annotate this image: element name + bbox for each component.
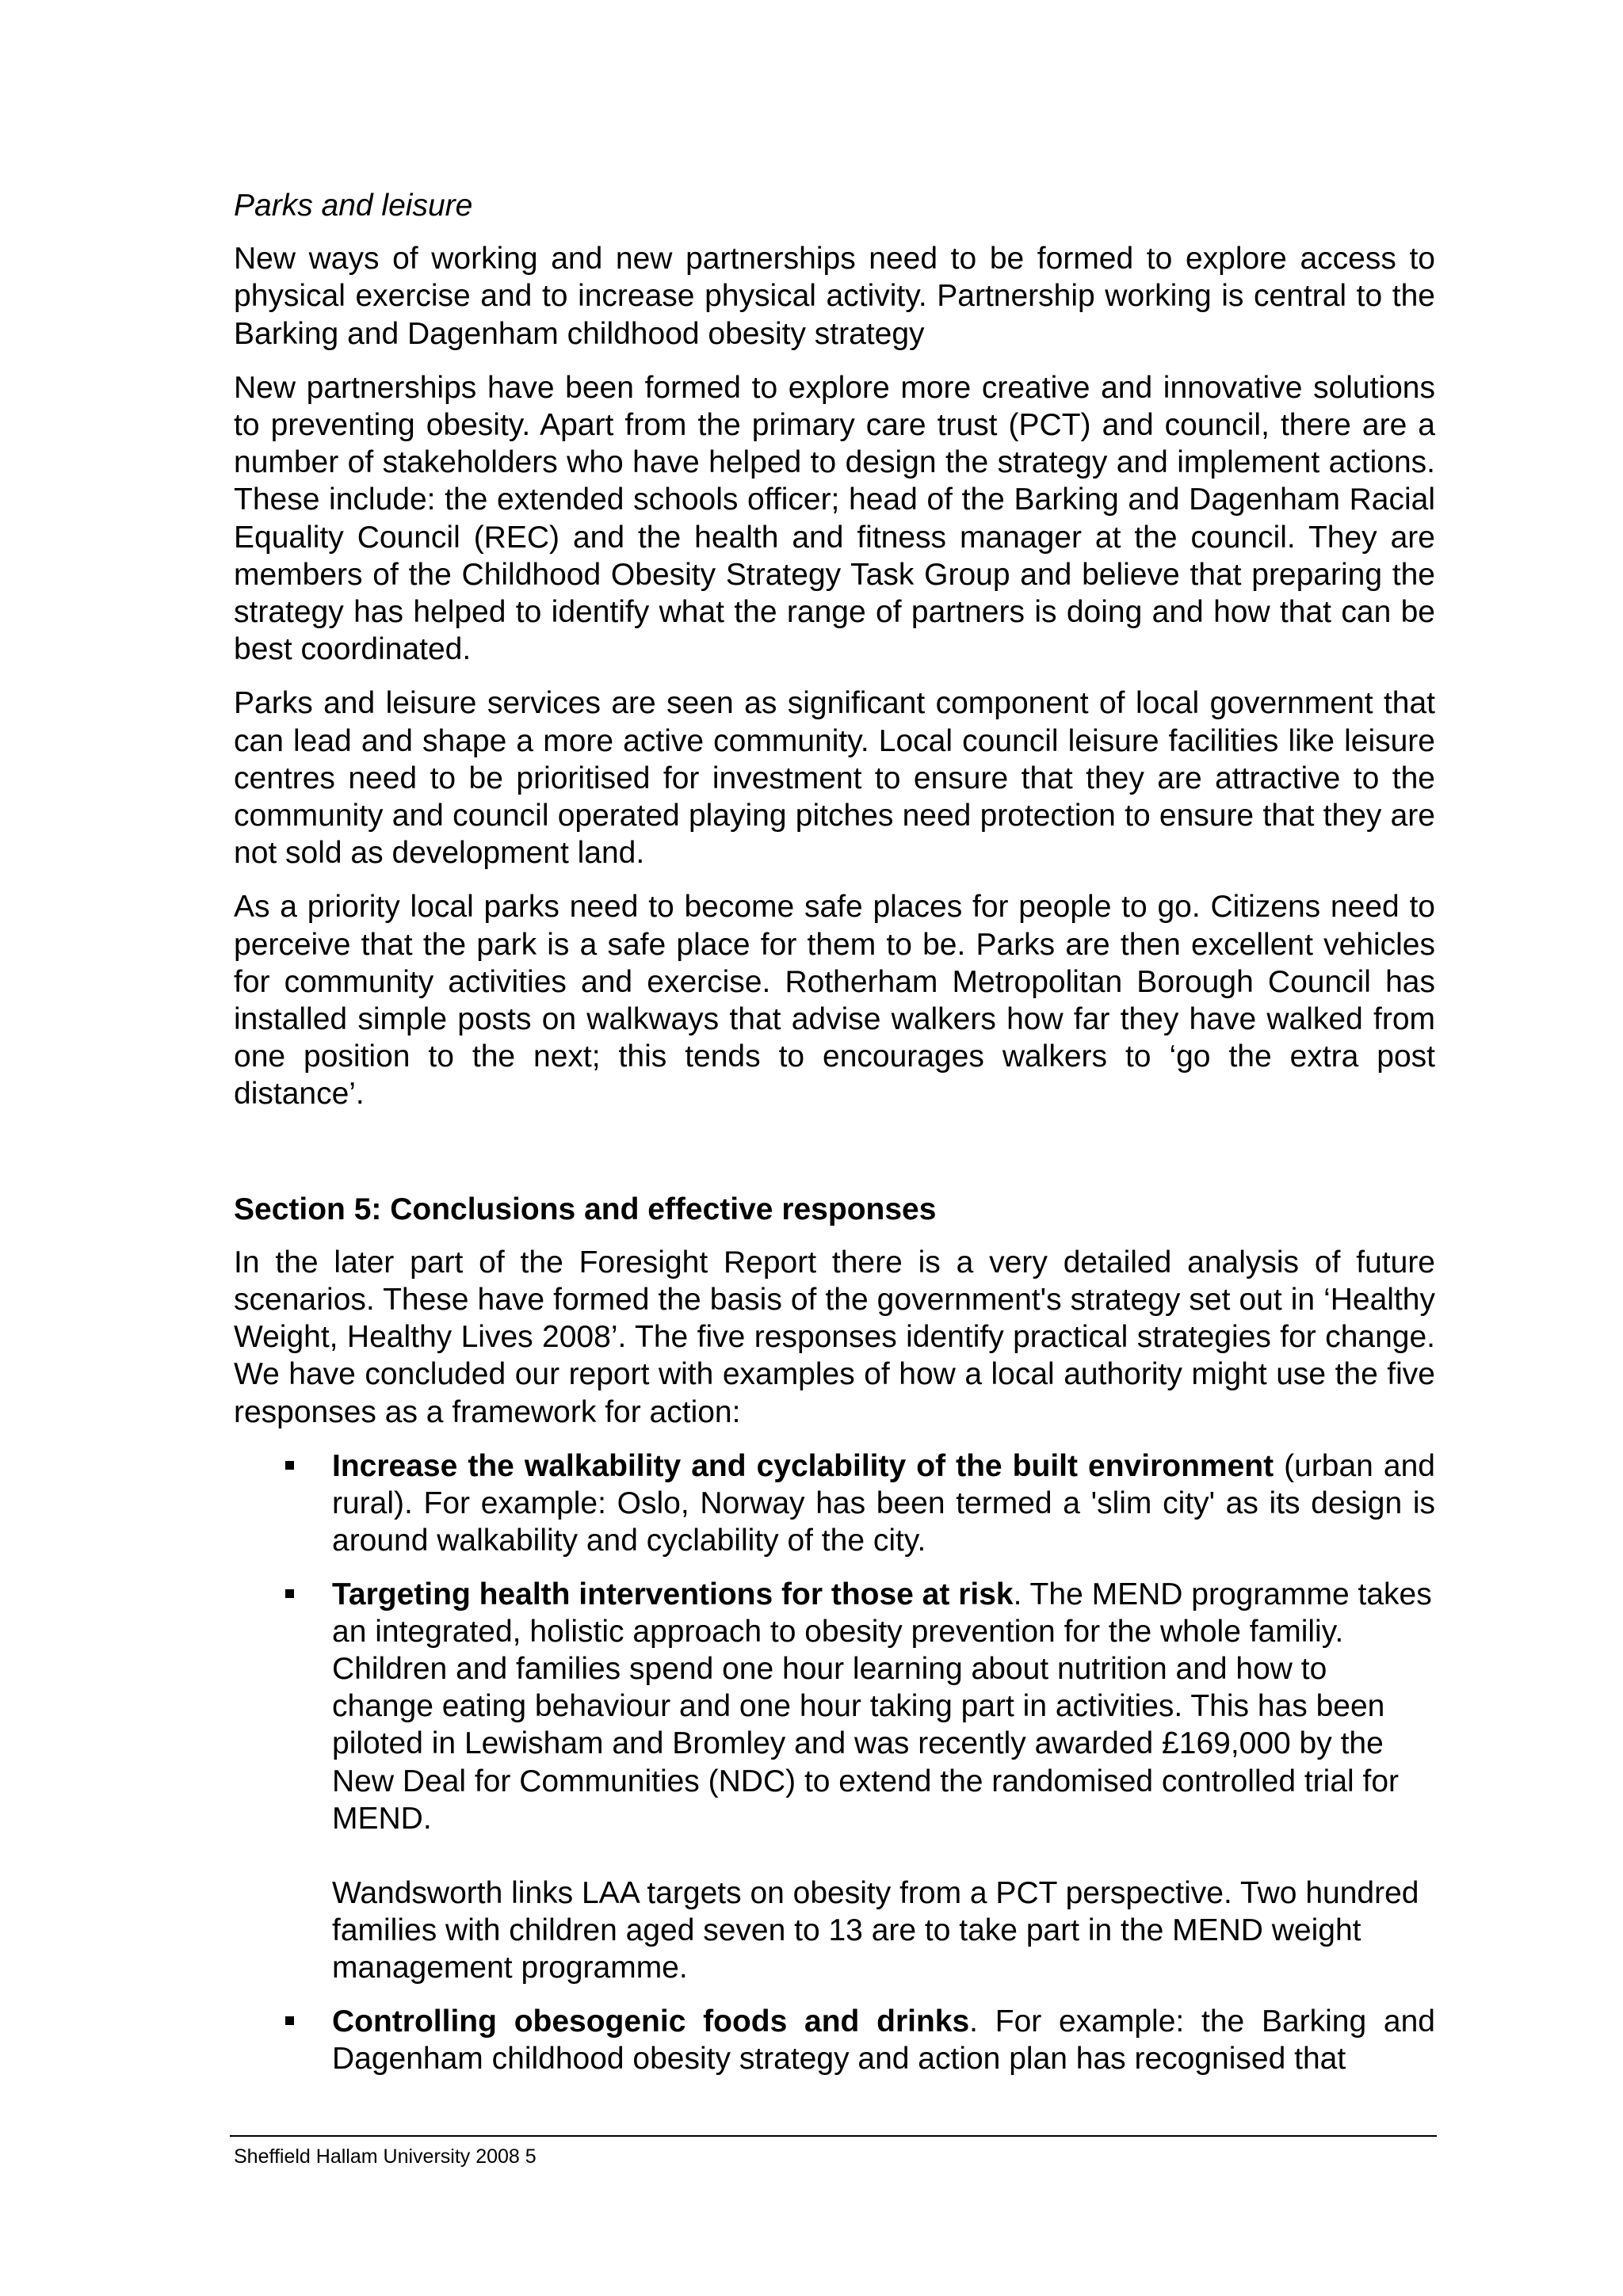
list-item-bold: Targeting health interventions for those at risk (332, 1577, 1014, 1611)
square-bullet-icon (285, 2016, 294, 2025)
list-item-text (332, 1447, 1435, 1560)
footer-text: Sheffield Hallam University 2008 5 (234, 2145, 537, 2168)
list-item-bold: Controlling obesogenic foods and drinks (332, 2004, 970, 2039)
square-bullet-icon (285, 1461, 294, 1470)
list-item-subparagraph: Wandsworth links LAA targets on obesity from a PCT perspective. Two hundred families with children aged seven to 13 are to take part in the MEND weight management programme. (332, 1875, 1419, 1985)
paragraph: New partnerships have been formed to explore more creative and innovative solutions to preventing obesity. Apart from the primary care trust (PCT) and council, there are a number of stakeholders who have helped to design the strategy and implement actions. These include: the extended schools officer; head of the Barking and Dagenham Racial Equality Council (REC) and the health and fitness manager at the council. They are members of the Childhood Obesity Strategy Task Group and believe that preparing the strategy has helped to identify what the range of partners is doing and how that can be best coordinated. (234, 370, 1435, 667)
section-title: Section 5: Conclusions and effective responses (234, 1192, 937, 1226)
response-list (234, 1447, 1435, 2077)
list-item-text (332, 2003, 1435, 2077)
list-item-bold: Increase the walkability and cyclability of the built environment (332, 1448, 1274, 1483)
list-item (234, 1447, 1435, 1560)
list-item (234, 1576, 1435, 1987)
square-bullet-icon (285, 1589, 294, 1598)
list-item (234, 2003, 1435, 2077)
list-item-body: . For example: the Barking and Dagenham childhood obesity strategy and action plan has recognised that (332, 2004, 1435, 2076)
subsection-heading: Parks and leisure (234, 189, 473, 223)
paragraph: New ways of working and new partnerships need to be formed to explore access to physical exercise and to increase physical activity. Partnership working is central to the Barking and Dagenham childhood obesity strategy (234, 242, 1435, 351)
section-intro: In the later part of the Foresight Report there is a very detailed analysis of future scenarios. These have formed the basis of the government's strategy set out in ‘Healthy Weight, Healthy Lives 2008’. The five responses identify practical strategies for change. We have concluded our report with examples of how a local authority might use the five responses as a framework for action: (234, 1245, 1435, 1429)
paragraph: As a priority local parks need to become safe places for people to go. Citizens need to perceive that the park is a safe place for them to be. Parks are then excellent vehicles for community activities and exercise. Rotherham Metropolitan Borough Council has installed simple posts on walkways that advise walkers how far they have walked from one position to the next; this tends to encourages walkers to ‘go the extra post distance’. (234, 890, 1435, 1112)
page-content (234, 187, 1435, 2093)
list-item-text (332, 1576, 1435, 1837)
footer-divider (230, 2135, 1437, 2137)
spacer (234, 1130, 1435, 1191)
list-item-body: (urban and rural). For example: Oslo, Norway has been termed a 'slim city' as its design is around walkability and cyclability of the city. (332, 1448, 1435, 1558)
list-item-body: . The MEND programme takes an integrated, holistic approach to obesity prevention for the whole familiy. Children and families spend one hour learning about nutrition and how to change eating behaviour and one hour taking part in activities. This has been piloted in Lewisham and Bromley and was recently awarded £169,000 by the New Deal for Communities (NDC) to extend the randomised controlled trial for MEND. (332, 1577, 1432, 1836)
paragraph: Parks and leisure services are seen as significant component of local government that can lead and shape a more active community. Local council leisure facilities like leisure centres need to be prioritised for investment to ensure that they are attractive to the community and council operated playing pitches need protection to ensure that they are not sold as development land. (234, 686, 1435, 871)
